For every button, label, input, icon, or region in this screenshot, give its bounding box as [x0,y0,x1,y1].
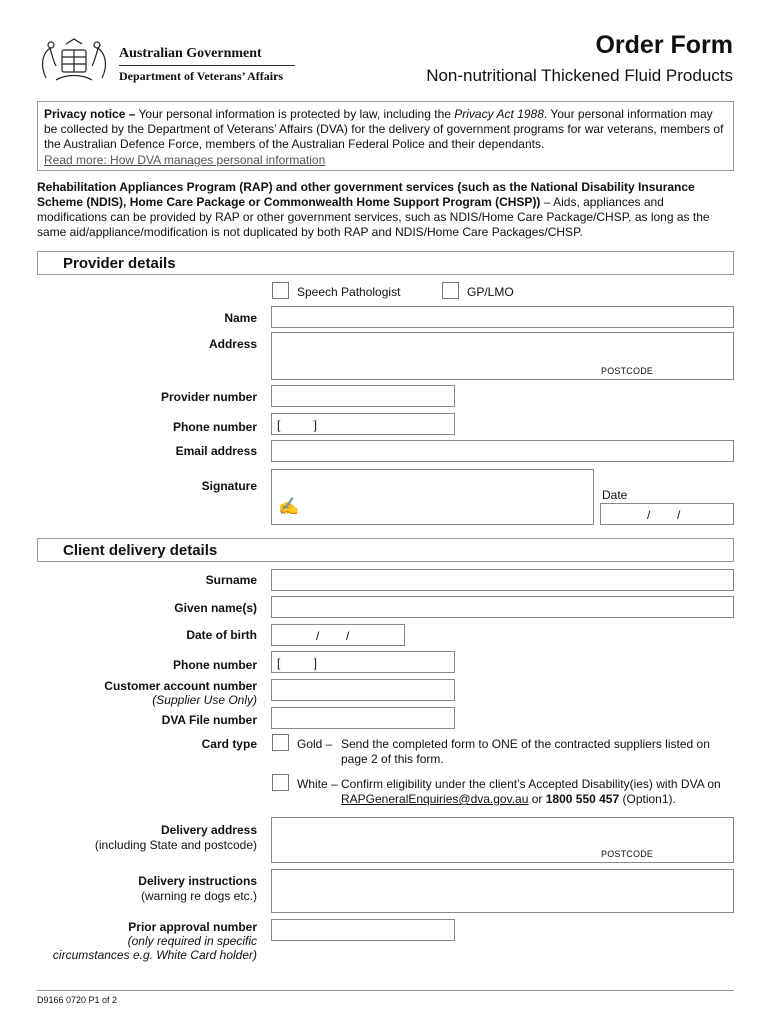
read-more-link[interactable]: Read more: How DVA manages personal information [44,153,326,167]
rap-bold: Rehabilitation Appliances Program (RAP) and other government services (such as the National Disability Insurance Scheme (NDIS), Home Care Package or Commonwealth Home Support Program (CHSP)) [37,180,695,209]
provider-address-label: Address [208,337,257,351]
provider-details-header [37,251,734,275]
provider-signature-label: Signature [201,479,257,493]
provider-postcode-label: POSTCODE [601,366,654,376]
privacy-text-b: . Your personal information may be collected by the Department of Veterans’ Affairs (DVA) for the delivery of government programs for war veterans, members of the Australian Defence Force, members of the Australian Federal Police and their dependants. [44,107,724,151]
delivery-address-field[interactable] [271,817,734,863]
client-phone-field[interactable] [271,651,455,673]
rap-email-link[interactable]: RAPGeneralEnquiries@dva.gov.au [341,792,529,806]
provider-date-label: Date [602,488,628,502]
account-number-sub: (Supplier Use Only) [152,693,257,707]
dob-label: Date of birth [186,628,257,642]
account-number-label [104,679,257,707]
privacy-notice-lead: Privacy notice – [44,107,136,121]
white-or: or [528,792,546,806]
gold-card-label: Gold – [297,737,333,751]
prior-approval-field[interactable] [271,919,455,941]
dob-mask: / / [316,629,350,643]
given-names-label: Given name(s) [174,601,257,615]
delivery-address-title: Delivery address [160,823,257,837]
white-card-checkbox[interactable] [272,774,289,791]
dva-file-label: DVA File number [161,713,257,727]
white-card-desc: Confirm eligibility under the client’s Accepted Disability(ies) with DVA on [341,777,721,791]
signature-pen-icon: ✍ [278,497,300,516]
department-name: Department of Veterans’ Affairs [119,69,284,83]
provider-date-mask: / / [647,508,681,522]
privacy-notice-box [37,101,734,171]
prior-approval-sub1: (only required in specific [127,934,257,948]
gp-lmo-label: GP/LMO [467,285,514,299]
white-card-label: White – [297,777,338,791]
provider-email-field[interactable] [271,440,734,462]
delivery-address-sub: (including State and postcode) [94,838,257,852]
provider-number-label: Provider number [160,390,257,404]
surname-label: Surname [205,573,257,587]
provider-name-field[interactable] [271,306,734,328]
surname-field[interactable] [271,569,734,591]
delivery-instructions-field[interactable] [271,869,734,913]
prior-approval-label [53,920,257,962]
footer-code: D9166 0720 P1 of 2 [37,995,118,1005]
form-title: Order Form [595,31,733,59]
provider-name-label: Name [224,311,257,325]
gold-card-checkbox[interactable] [272,734,289,751]
rap-phone-number: 1800 550 457 [545,792,620,806]
delivery-address-label [95,823,257,853]
delivery-instructions-sub: (warning re dogs etc.) [140,889,257,903]
provider-number-field[interactable] [271,385,455,407]
white-option: (Option1). [619,792,676,806]
provider-phone-field[interactable] [271,413,455,435]
client-phone-label: Phone number [172,658,257,672]
gold-card-text: Send the completed form to ONE of the contracted suppliers listed on page 2 of this form. [341,737,710,766]
white-card-text [341,777,736,807]
form-subtitle: Non-nutritional Thickened Fluid Products [426,66,733,85]
speech-pathologist-label: Speech Pathologist [297,285,401,299]
provider-phone-label: Phone number [172,420,257,434]
delivery-instructions-label [138,874,257,904]
header-divider [119,65,295,66]
provider-details-heading: Provider details [63,255,176,272]
government-name: Australian Government [119,46,262,61]
dva-file-field[interactable] [271,707,455,729]
account-number-title: Customer account number [104,679,257,693]
provider-email-label: Email address [175,444,257,458]
speech-pathologist-checkbox[interactable] [272,282,289,299]
dob-field[interactable] [271,624,405,646]
given-names-field[interactable] [271,596,734,618]
provider-signature-field[interactable] [271,469,594,525]
client-details-heading: Client delivery details [63,542,218,559]
provider-phone-mask: [ ] [277,418,318,432]
prior-approval-sub2: circumstances e.g. White Card holder) [52,948,257,962]
account-number-field[interactable] [271,679,455,701]
footer-divider [37,990,734,991]
privacy-text-a: Your personal information is protected by law, including the [135,107,455,121]
coat-of-arms-logo [36,36,112,86]
gp-lmo-checkbox[interactable] [442,282,459,299]
card-type-label: Card type [201,737,257,751]
client-phone-mask: [ ] [277,656,318,670]
rap-text: – Aids, appliances and modifications can be provided by RAP or other government services, such as NDIS/Home Care Package/CHSP, as long as the same aid/appliance/modification is not duplicated by both RAP and NDIS/Home Care Packages/CHSP. [37,195,710,239]
privacy-act: Privacy Act 1988 [454,107,544,121]
delivery-instructions-title: Delivery instructions [138,874,257,888]
provider-address-field[interactable] [271,332,734,380]
rap-paragraph [37,180,734,240]
prior-approval-title: Prior approval number [128,920,257,934]
provider-date-field[interactable] [600,503,734,525]
client-details-header [37,538,734,562]
delivery-postcode-label: POSTCODE [601,849,654,859]
